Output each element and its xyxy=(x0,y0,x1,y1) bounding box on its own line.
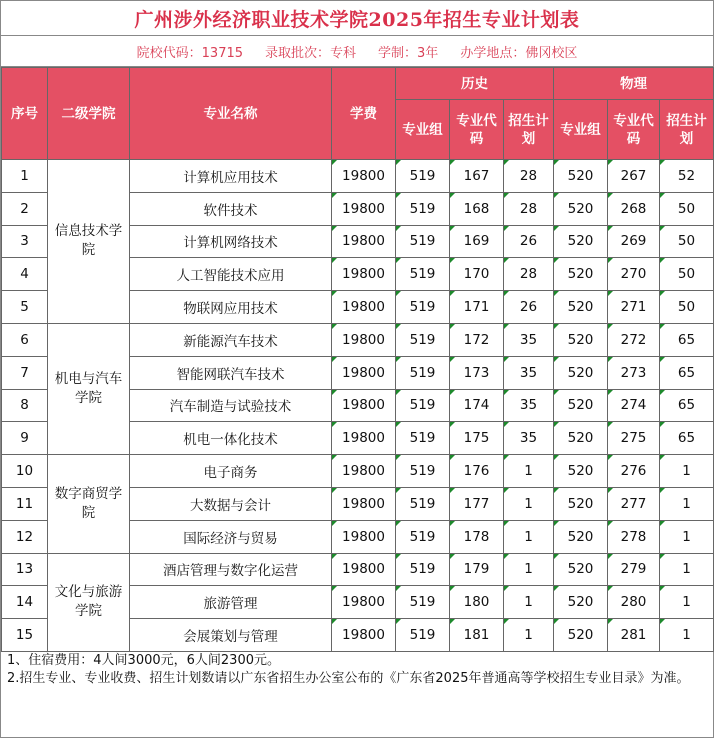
cell-physics-code: 278 xyxy=(608,520,660,553)
cell-college: 机电与汽车学院 xyxy=(48,323,130,454)
header-history-plan: 招生计划 xyxy=(504,100,554,160)
cell-history-plan: 26 xyxy=(504,291,554,324)
cell-physics-code: 279 xyxy=(608,553,660,586)
cell-history-plan: 1 xyxy=(504,553,554,586)
cell-fee: 19800 xyxy=(332,487,396,520)
cell-fee: 19800 xyxy=(332,389,396,422)
cell-physics-group: 520 xyxy=(554,323,608,356)
cell-history-plan: 35 xyxy=(504,323,554,356)
cell-physics-plan: 1 xyxy=(660,619,714,652)
cell-seq: 9 xyxy=(2,422,48,455)
cell-physics-code: 273 xyxy=(608,356,660,389)
header-history: 历史 xyxy=(396,68,554,100)
cell-physics-plan: 65 xyxy=(660,422,714,455)
cell-physics-code: 274 xyxy=(608,389,660,422)
cell-history-group: 519 xyxy=(396,291,450,324)
cell-seq: 2 xyxy=(2,192,48,225)
cell-major: 智能网联汽车技术 xyxy=(130,356,332,389)
page-title: 广州涉外经济职业技术学院2025年招生专业计划表 xyxy=(134,8,580,31)
header-history-code: 专业代码 xyxy=(450,100,504,160)
table-row xyxy=(2,323,714,356)
cell-history-group: 519 xyxy=(396,160,450,193)
title-row xyxy=(1,1,713,36)
cell-physics-code: 271 xyxy=(608,291,660,324)
cell-history-code: 181 xyxy=(450,619,504,652)
cell-history-code: 174 xyxy=(450,389,504,422)
cell-physics-group: 520 xyxy=(554,487,608,520)
cell-history-group: 519 xyxy=(396,619,450,652)
cell-major: 新能源汽车技术 xyxy=(130,323,332,356)
cell-fee: 19800 xyxy=(332,455,396,488)
cell-fee: 19800 xyxy=(332,553,396,586)
cell-history-plan: 1 xyxy=(504,586,554,619)
cell-physics-group: 520 xyxy=(554,291,608,324)
table-row xyxy=(2,160,714,193)
cell-history-group: 519 xyxy=(396,586,450,619)
cell-physics-plan: 65 xyxy=(660,323,714,356)
cell-history-code: 180 xyxy=(450,586,504,619)
cell-physics-group: 520 xyxy=(554,192,608,225)
cell-physics-plan: 65 xyxy=(660,389,714,422)
cell-history-group: 519 xyxy=(396,455,450,488)
cell-physics-code: 275 xyxy=(608,422,660,455)
cell-major: 旅游管理 xyxy=(130,586,332,619)
school-code: 院校代码：13715 xyxy=(136,45,244,61)
cell-history-plan: 28 xyxy=(504,192,554,225)
cell-seq: 13 xyxy=(2,553,48,586)
cell-history-plan: 26 xyxy=(504,225,554,258)
cell-seq: 15 xyxy=(2,619,48,652)
cell-history-group: 519 xyxy=(396,487,450,520)
cell-history-group: 519 xyxy=(396,192,450,225)
cell-physics-code: 272 xyxy=(608,323,660,356)
cell-physics-code: 269 xyxy=(608,225,660,258)
table-body xyxy=(2,160,714,652)
study-duration: 学制：3年 xyxy=(378,45,439,61)
cell-physics-plan: 1 xyxy=(660,455,714,488)
cell-physics-plan: 65 xyxy=(660,356,714,389)
cell-physics-plan: 52 xyxy=(660,160,714,193)
cell-history-plan: 35 xyxy=(504,356,554,389)
cell-history-group: 519 xyxy=(396,520,450,553)
header-fee: 学费 xyxy=(332,68,396,160)
cell-seq: 5 xyxy=(2,291,48,324)
cell-physics-group: 520 xyxy=(554,553,608,586)
cell-physics-plan: 50 xyxy=(660,225,714,258)
cell-physics-code: 280 xyxy=(608,586,660,619)
cell-history-group: 519 xyxy=(396,323,450,356)
cell-major: 电子商务 xyxy=(130,455,332,488)
cell-physics-plan: 1 xyxy=(660,553,714,586)
cell-history-code: 179 xyxy=(450,553,504,586)
cell-history-group: 519 xyxy=(396,553,450,586)
note-item: 2.招生专业、专业收费、招生计划数请以广东省招生办公室公布的《广东省2025年普通高等学校招生专业目录》为准。 xyxy=(7,671,690,686)
cell-physics-group: 520 xyxy=(554,520,608,553)
cell-major: 国际经济与贸易 xyxy=(130,520,332,553)
cell-fee: 19800 xyxy=(332,520,396,553)
cell-history-plan: 28 xyxy=(504,160,554,193)
cell-major: 机电一体化技术 xyxy=(130,422,332,455)
notes xyxy=(1,652,713,688)
cell-fee: 19800 xyxy=(332,225,396,258)
admission-batch: 录取批次：专科 xyxy=(265,45,357,61)
cell-college: 数字商贸学院 xyxy=(48,455,130,553)
table-row xyxy=(2,553,714,586)
cell-seq: 8 xyxy=(2,389,48,422)
cell-history-code: 173 xyxy=(450,356,504,389)
info-row xyxy=(1,36,713,67)
cell-history-plan: 1 xyxy=(504,455,554,488)
cell-fee: 19800 xyxy=(332,422,396,455)
cell-seq: 10 xyxy=(2,455,48,488)
cell-history-code: 170 xyxy=(450,258,504,291)
cell-physics-group: 520 xyxy=(554,422,608,455)
cell-history-group: 519 xyxy=(396,389,450,422)
note-item: 1、住宿费用：4人间3000元，6人间2300元。 xyxy=(7,653,280,668)
cell-physics-code: 270 xyxy=(608,258,660,291)
cell-history-plan: 35 xyxy=(504,422,554,455)
cell-physics-code: 281 xyxy=(608,619,660,652)
cell-history-plan: 1 xyxy=(504,619,554,652)
cell-college: 文化与旅游学院 xyxy=(48,553,130,651)
cell-history-code: 176 xyxy=(450,455,504,488)
header-physics-code: 专业代码 xyxy=(608,100,660,160)
cell-seq: 12 xyxy=(2,520,48,553)
enrollment-table xyxy=(1,67,714,652)
cell-history-group: 519 xyxy=(396,225,450,258)
header-seq: 序号 xyxy=(2,68,48,160)
cell-fee: 19800 xyxy=(332,192,396,225)
cell-major: 会展策划与管理 xyxy=(130,619,332,652)
cell-seq: 11 xyxy=(2,487,48,520)
cell-major: 物联网应用技术 xyxy=(130,291,332,324)
cell-physics-group: 520 xyxy=(554,160,608,193)
cell-history-code: 178 xyxy=(450,520,504,553)
cell-history-plan: 28 xyxy=(504,258,554,291)
header-history-group: 专业组 xyxy=(396,100,450,160)
cell-fee: 19800 xyxy=(332,356,396,389)
cell-physics-plan: 1 xyxy=(660,586,714,619)
cell-college: 信息技术学院 xyxy=(48,160,130,324)
cell-physics-plan: 50 xyxy=(660,192,714,225)
cell-history-code: 169 xyxy=(450,225,504,258)
cell-history-group: 519 xyxy=(396,258,450,291)
cell-history-code: 177 xyxy=(450,487,504,520)
cell-seq: 14 xyxy=(2,586,48,619)
cell-physics-plan: 1 xyxy=(660,487,714,520)
cell-seq: 6 xyxy=(2,323,48,356)
cell-physics-code: 276 xyxy=(608,455,660,488)
cell-fee: 19800 xyxy=(332,586,396,619)
cell-physics-group: 520 xyxy=(554,225,608,258)
cell-history-plan: 1 xyxy=(504,487,554,520)
cell-physics-group: 520 xyxy=(554,389,608,422)
cell-fee: 19800 xyxy=(332,323,396,356)
header-physics: 物理 xyxy=(554,68,714,100)
cell-major: 软件技术 xyxy=(130,192,332,225)
cell-fee: 19800 xyxy=(332,291,396,324)
cell-history-code: 168 xyxy=(450,192,504,225)
cell-major: 大数据与会计 xyxy=(130,487,332,520)
cell-major: 人工智能技术应用 xyxy=(130,258,332,291)
cell-seq: 3 xyxy=(2,225,48,258)
cell-seq: 1 xyxy=(2,160,48,193)
cell-seq: 4 xyxy=(2,258,48,291)
header-physics-plan: 招生计划 xyxy=(660,100,714,160)
cell-history-code: 167 xyxy=(450,160,504,193)
cell-history-code: 172 xyxy=(450,323,504,356)
cell-history-code: 171 xyxy=(450,291,504,324)
cell-history-group: 519 xyxy=(396,422,450,455)
cell-seq: 7 xyxy=(2,356,48,389)
cell-physics-plan: 50 xyxy=(660,258,714,291)
cell-physics-code: 277 xyxy=(608,487,660,520)
cell-physics-group: 520 xyxy=(554,455,608,488)
cell-physics-plan: 50 xyxy=(660,291,714,324)
cell-physics-group: 520 xyxy=(554,586,608,619)
cell-fee: 19800 xyxy=(332,619,396,652)
header-major: 专业名称 xyxy=(130,68,332,160)
cell-physics-group: 520 xyxy=(554,356,608,389)
cell-fee: 19800 xyxy=(332,258,396,291)
header-college: 二级学院 xyxy=(48,68,130,160)
cell-history-plan: 1 xyxy=(504,520,554,553)
cell-major: 酒店管理与数字化运营 xyxy=(130,553,332,586)
cell-physics-group: 520 xyxy=(554,619,608,652)
cell-history-group: 519 xyxy=(396,356,450,389)
cell-physics-group: 520 xyxy=(554,258,608,291)
cell-major: 汽车制造与试验技术 xyxy=(130,389,332,422)
cell-physics-code: 267 xyxy=(608,160,660,193)
table-row xyxy=(2,455,714,488)
cell-major: 计算机应用技术 xyxy=(130,160,332,193)
cell-history-code: 175 xyxy=(450,422,504,455)
cell-major: 计算机网络技术 xyxy=(130,225,332,258)
cell-physics-code: 268 xyxy=(608,192,660,225)
header-physics-group: 专业组 xyxy=(554,100,608,160)
cell-physics-plan: 1 xyxy=(660,520,714,553)
cell-history-plan: 35 xyxy=(504,389,554,422)
cell-fee: 19800 xyxy=(332,160,396,193)
campus-location: 办学地点：佛冈校区 xyxy=(460,45,578,61)
